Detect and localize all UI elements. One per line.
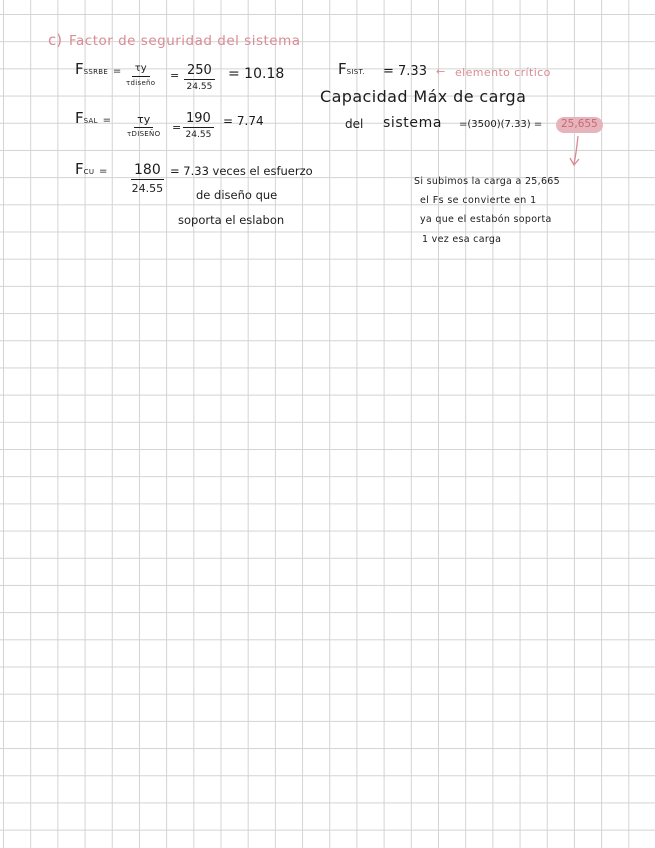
note-line-3: ya que el estabón soporta <box>420 214 552 225</box>
fs-sist-label: FSIST. <box>338 60 365 78</box>
fs-al-symbolic-fraction: τy τDISEÑO <box>127 113 161 138</box>
fs-cu-label: FCU = <box>75 160 108 178</box>
fs-cu-fraction: 180 24.55 <box>131 162 164 195</box>
arrow-down-icon <box>566 134 586 174</box>
section-heading: Factor de seguridad del sistema <box>69 33 301 49</box>
arrow-left-icon: ← <box>436 65 446 78</box>
capacity-del: del <box>345 117 364 131</box>
fs-sb-result: = 10.18 <box>228 66 285 82</box>
fs-sb-symbolic-fraction: τy τdiseño <box>126 63 156 87</box>
fs-sist-value: = 7.33 <box>383 64 427 79</box>
fs-cu-line3: soporta el eslabon <box>178 213 285 227</box>
capacity-highlighted-result: 25,655 <box>556 117 603 133</box>
note-line-2: el Fs se convierte en 1 <box>420 195 537 206</box>
fs-al-result: = 7.74 <box>223 114 264 128</box>
capacity-heading: Capacidad Máx de carga <box>320 87 527 106</box>
fs-sb-equals: = <box>170 69 180 82</box>
fs-al-label: FSAL = <box>75 109 111 127</box>
fs-sb-label: FSSRBE = <box>75 60 122 78</box>
critical-element-note: elemento crítico <box>455 66 551 79</box>
fs-cu-result: = 7.33 veces el esfuerzo <box>170 164 313 178</box>
note-line-4: 1 vez esa carga <box>422 234 502 245</box>
capacity-sistema: sistema <box>383 115 442 131</box>
section-marker: c) <box>48 31 63 49</box>
note-line-1: Si subimos la carga a 25,665 <box>414 176 560 187</box>
fs-cu-line2: de diseño que <box>196 188 278 202</box>
capacity-formula: =(3500)(7.33) = <box>459 119 543 130</box>
fs-al-numeric-fraction: 190 24.55 <box>183 112 214 140</box>
fs-al-equals: = <box>172 121 182 134</box>
fs-sb-numeric-fraction: 250 24.55 <box>184 64 215 92</box>
